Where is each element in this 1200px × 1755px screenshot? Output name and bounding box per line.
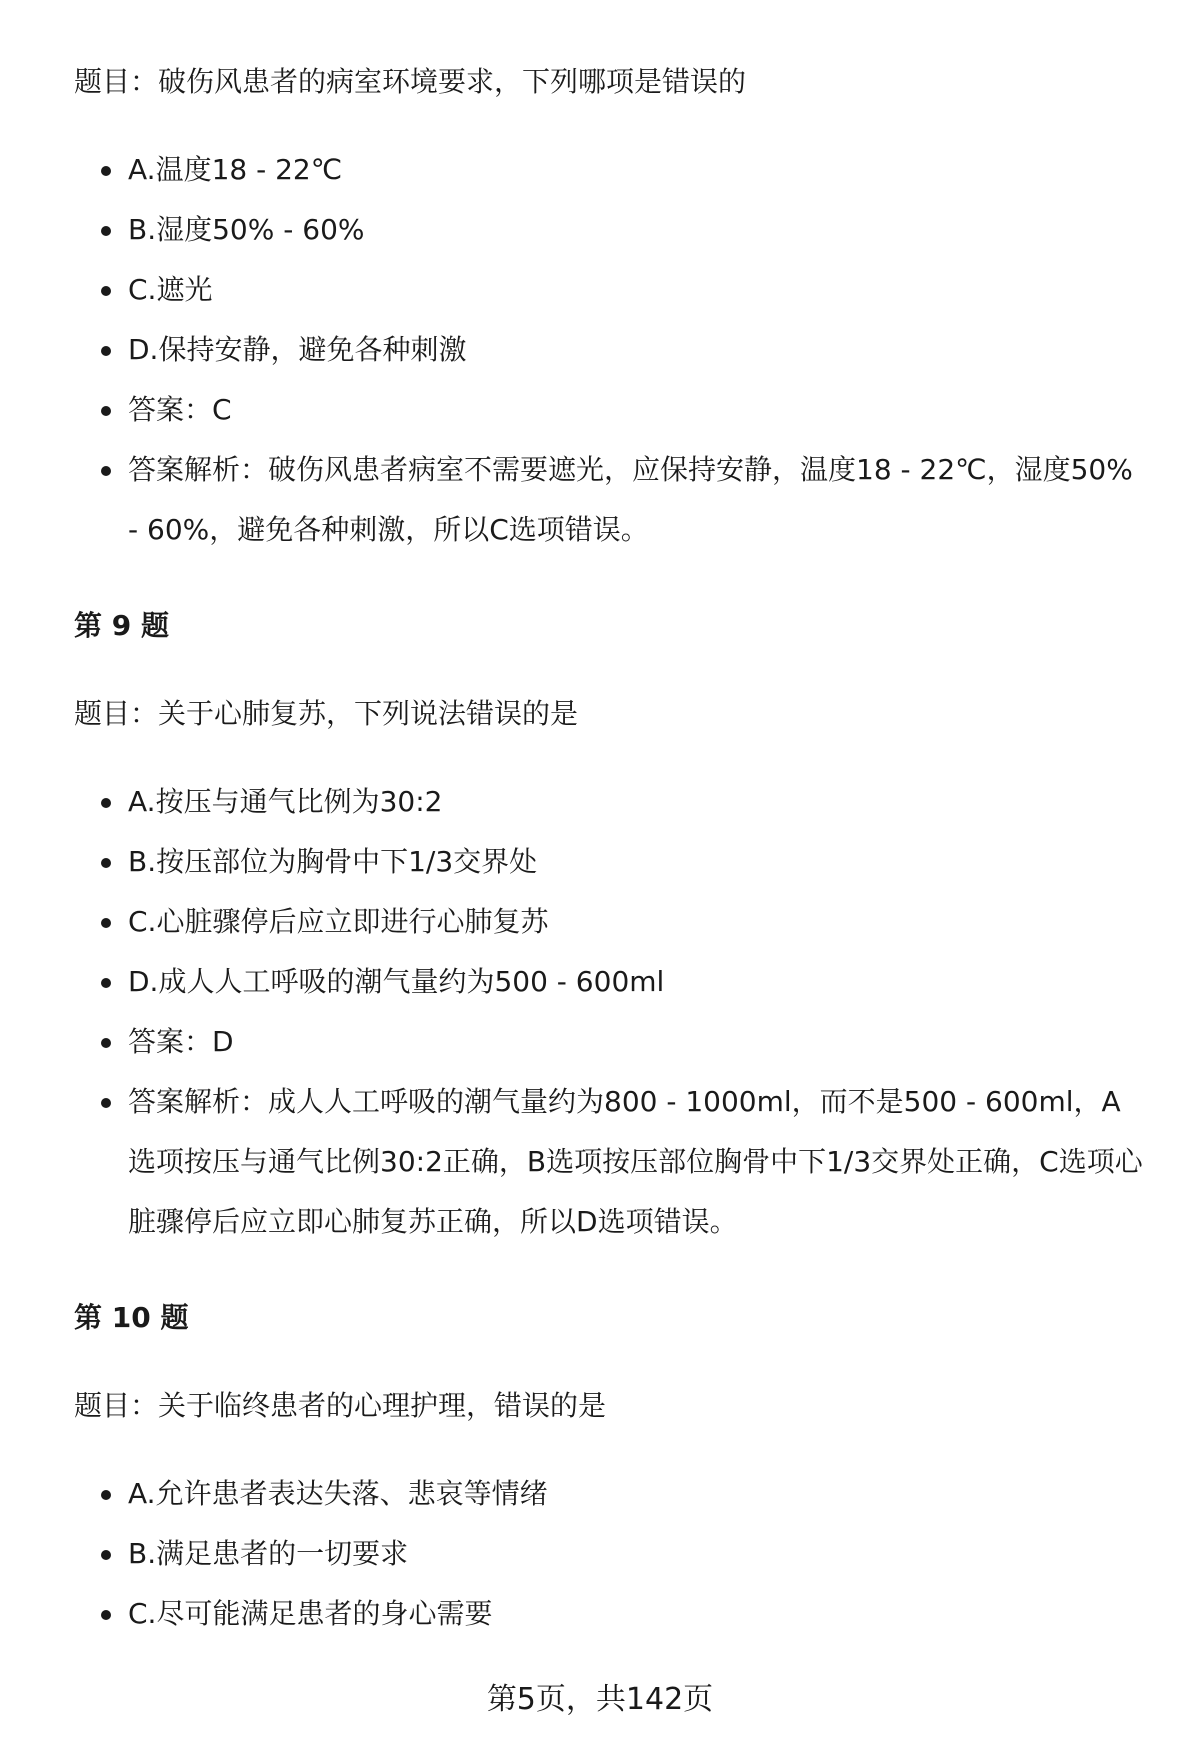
option-text: A.温度18 - 22℃ (128, 153, 343, 186)
bullet-icon (101, 466, 111, 476)
question-8-options (74, 140, 1144, 560)
page-content (74, 62, 1144, 1644)
option-text: B.按压部位为胸骨中下1/3交界处 (128, 845, 538, 878)
bullet-icon (101, 166, 111, 176)
question-9-options (74, 772, 1144, 1252)
bullet-icon (101, 1550, 111, 1560)
explanation-text: 答案解析：成人人工呼吸的潮气量约为800 - 1000ml，而不是500 - 600ml，A选项按压与通气比例30:2正确，B选项按压部位胸骨中下1/3交界处正确，C选项心脏骤停后应立即心肺复苏正确，所以D选项错误。 (128, 1085, 1143, 1238)
option-item (74, 320, 1144, 380)
bullet-icon (101, 1610, 111, 1620)
explanation-item (74, 1072, 1144, 1252)
question-10-text: 题目：关于临终患者的心理护理，错误的是 (74, 1389, 607, 1422)
bullet-icon (101, 226, 111, 236)
option-item (74, 892, 1144, 952)
bullet-icon (101, 346, 111, 356)
option-item (74, 952, 1144, 1012)
option-item (74, 832, 1144, 892)
bullet-icon (101, 1098, 111, 1108)
page-number-footer: 第5页，共142页 (486, 1682, 714, 1717)
answer-item (74, 1012, 1144, 1072)
explanation-text: 答案解析：破伤风患者病室不需要遮光，应保持安静，温度18 - 22℃，湿度50% - 60%，避免各种刺激，所以C选项错误。 (128, 453, 1133, 546)
answer-item (74, 380, 1144, 440)
option-item (74, 772, 1144, 832)
option-text: B.满足患者的一切要求 (128, 1537, 409, 1570)
bullet-icon (101, 978, 111, 988)
option-text: C.遮光 (128, 273, 213, 306)
option-text: A.允许患者表达失落、悲哀等情绪 (128, 1477, 548, 1510)
option-item (74, 1464, 1144, 1524)
answer-text: 答案：D (128, 1025, 234, 1058)
question-9-text: 题目：关于心肺复苏，下列说法错误的是 (74, 697, 579, 730)
bullet-icon (101, 1038, 111, 1048)
option-text: A.按压与通气比例为30:2 (128, 785, 443, 818)
bullet-icon (101, 406, 111, 416)
option-item (74, 1584, 1144, 1644)
option-text: D.成人人工呼吸的潮气量约为500 - 600ml (128, 965, 665, 998)
option-text: C.尽可能满足患者的身心需要 (128, 1597, 493, 1630)
option-text: D.保持安静，避免各种刺激 (128, 333, 467, 366)
bullet-icon (101, 918, 111, 928)
answer-text: 答案：C (128, 393, 232, 426)
question-10-options (74, 1464, 1144, 1644)
question-9-heading: 第 9 题 (74, 609, 169, 642)
bullet-icon (101, 1490, 111, 1500)
option-text: C.心脏骤停后应立即进行心肺复苏 (128, 905, 549, 938)
question-8-text: 题目：破伤风患者的病室环境要求，下列哪项是错误的 (74, 65, 747, 98)
explanation-item (74, 440, 1144, 560)
option-item (74, 260, 1144, 320)
bullet-icon (101, 286, 111, 296)
option-text: B.湿度50% - 60% (128, 213, 365, 246)
option-item (74, 140, 1144, 200)
bullet-icon (101, 798, 111, 808)
option-item (74, 200, 1144, 260)
option-item (74, 1524, 1144, 1584)
bullet-icon (101, 858, 111, 868)
question-10-heading: 第 10 题 (74, 1301, 189, 1334)
